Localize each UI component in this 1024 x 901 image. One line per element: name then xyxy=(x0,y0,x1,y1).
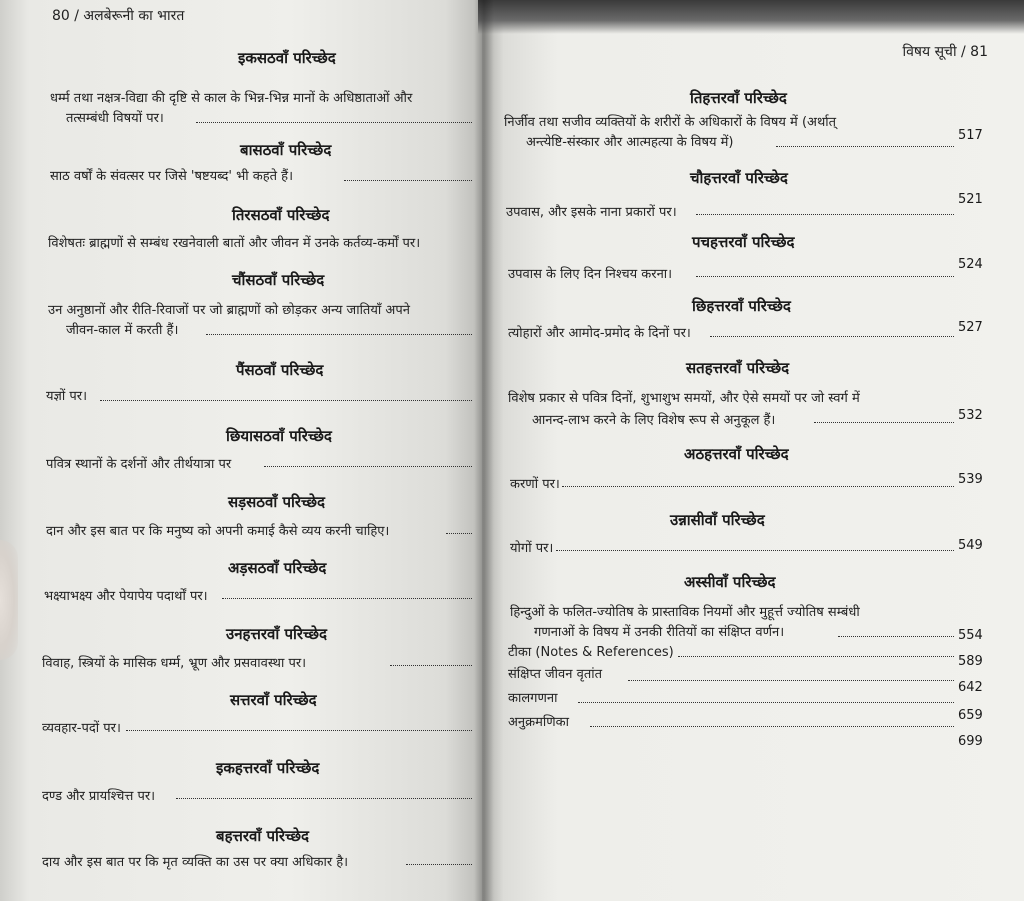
left-running-head: 80 / अलबेरूनी का भारत xyxy=(52,8,185,24)
dot-leader xyxy=(100,400,472,401)
section-title: चौहत्तरवाँ परिच्छेद xyxy=(690,169,788,187)
dot-leader xyxy=(838,636,954,637)
section-title: पैंसठवाँ परिच्छेद xyxy=(236,361,324,379)
section-title: इकहत्तरवाँ परिच्छेद xyxy=(216,759,320,777)
section-title: अठहत्तरवाँ परिच्छेद xyxy=(684,445,789,463)
dot-leader xyxy=(628,680,954,681)
section-title: अड़सठवाँ परिच्छेद xyxy=(228,559,327,577)
dot-leader xyxy=(696,276,954,277)
dot-leader xyxy=(678,656,954,657)
dot-leader xyxy=(176,798,472,799)
entry-line: हिन्दुओं के फलित-ज्योतिष के प्रास्ताविक नियमों और मुहूर्त्त ज्योतिष सम्बंधी xyxy=(510,605,860,620)
entry-line: गणनाओं के विषय में उनकी रीतियों का संक्षिप्त वर्णन। xyxy=(534,625,785,640)
entry-line: जीवन-काल में करती हैं। xyxy=(66,323,179,338)
entry-line: त्योहारों और आमोद-प्रमोद के दिनों पर। xyxy=(508,326,691,341)
dot-leader xyxy=(590,726,954,727)
page-number: 642 xyxy=(958,680,983,695)
appendix-item-biography: संक्षिप्त जीवन वृतांत xyxy=(508,667,603,682)
entry-line: भक्ष्याभक्ष्य और पेयापेय पदार्थों पर। xyxy=(44,589,208,604)
page-number: 554 xyxy=(958,628,983,643)
entry-line: योगों पर। xyxy=(510,541,554,556)
dot-leader xyxy=(344,180,472,181)
section-title: उन्नासीवाँ परिच्छेद xyxy=(670,511,765,529)
entry-line: दान और इस बात पर कि मनुष्य को अपनी कमाई कैसे व्यय करनी चाहिए। xyxy=(46,524,390,539)
entry-line: दण्ड और प्रायश्चित्त पर। xyxy=(42,789,156,804)
dot-leader xyxy=(710,336,954,337)
section-title: अस्सीवाँ परिच्छेद xyxy=(684,573,776,591)
background-shadow xyxy=(478,0,1024,34)
page-number: 539 xyxy=(958,472,983,487)
entry-line: यज्ञों पर। xyxy=(46,389,88,404)
entry-line: विशेष प्रकार से पवित्र दिनों, शुभाशुभ समयों, और ऐसे समयों पर जो स्वर्ग में xyxy=(508,391,860,406)
left-page xyxy=(0,0,484,901)
entry-line: करणों पर। xyxy=(510,477,560,492)
section-title: बहत्तरवाँ परिच्छेद xyxy=(216,827,310,845)
entry-line: विशेषतः ब्राह्मणों से सम्बंध रखनेवाली बातों और जीवन में उनके कर्तव्य-कर्मों पर। xyxy=(48,236,421,251)
dot-leader xyxy=(222,598,472,599)
section-title: सड़सठवाँ परिच्छेद xyxy=(228,493,326,511)
dot-leader xyxy=(196,122,472,123)
dot-leader xyxy=(776,146,954,147)
dot-leader xyxy=(556,550,954,551)
section-title: तिहत्तरवाँ परिच्छेद xyxy=(690,89,787,107)
dot-leader xyxy=(264,466,472,467)
dot-leader xyxy=(390,665,472,666)
section-title: छिहत्तरवाँ परिच्छेद xyxy=(692,297,791,315)
page-number: 659 xyxy=(958,708,983,723)
entry-line: विवाह, स्त्रियों के मासिक धर्म्म, भ्रूण और प्रसवावस्था पर। xyxy=(42,656,307,671)
appendix-item-notes: टीका (Notes & References) xyxy=(508,645,674,660)
entry-line: उपवास के लिए दिन निश्चय करना। xyxy=(508,267,673,282)
entry-line: अन्त्येष्टि-संस्कार और आत्महत्या के विषय में) xyxy=(526,135,734,150)
dot-leader xyxy=(446,533,472,534)
section-title: सतहत्तरवाँ परिच्छेद xyxy=(686,359,790,377)
dot-leader xyxy=(578,702,954,703)
dot-leader xyxy=(562,486,954,487)
dot-leader xyxy=(406,864,472,865)
page-number: 521 xyxy=(958,192,983,207)
section-title: छियासठवाँ परिच्छेद xyxy=(226,427,332,445)
section-title: बासठवाँ परिच्छेद xyxy=(240,141,332,159)
book-gutter xyxy=(474,0,494,901)
entry-line: व्यवहार-पदों पर। xyxy=(42,721,121,736)
section-title: सत्तरवाँ परिच्छेद xyxy=(230,691,317,709)
page-number: 699 xyxy=(958,734,983,749)
entry-line: धर्म्म तथा नक्षत्र-विद्या की दृष्टि से काल के भिन्न-भिन्न मानों के अधिष्ठाताओं और xyxy=(50,91,413,106)
page-number: 589 xyxy=(958,654,983,669)
page-number: 517 xyxy=(958,128,983,143)
page-number: 549 xyxy=(958,538,983,553)
page-number: 532 xyxy=(958,408,983,423)
section-title: इकसठवाँ परिच्छेद xyxy=(238,49,336,67)
entry-line: साठ वर्षों के संवत्सर पर जिसे 'षष्टयब्द' भी कहते हैं। xyxy=(50,169,293,184)
dot-leader xyxy=(814,422,954,423)
entry-line: निर्जीव तथा सजीव व्यक्तियों के शरीरों के अधिकारों के विषय में (अर्थात् xyxy=(504,115,837,130)
dot-leader xyxy=(126,730,472,731)
entry-line: उपवास, और इसके नाना प्रकारों पर। xyxy=(506,205,677,220)
dot-leader xyxy=(696,214,954,215)
entry-line: आनन्द-लाभ करने के लिए विशेष रूप से अनुकूल हैं। xyxy=(532,413,776,428)
entry-line: तत्सम्बंधी विषयों पर। xyxy=(66,111,164,126)
dot-leader xyxy=(206,334,472,335)
right-page xyxy=(482,0,1024,901)
appendix-item-chronology: कालगणना xyxy=(508,691,558,706)
right-running-head: विषय सूची / 81 xyxy=(902,44,988,60)
section-title: चौंसठवाँ परिच्छेद xyxy=(232,271,325,289)
appendix-item-index: अनुक्रमणिका xyxy=(508,715,570,730)
entry-line: पवित्र स्थानों के दर्शनों और तीर्थयात्रा पर xyxy=(46,457,232,472)
section-title: उनहत्तरवाँ परिच्छेद xyxy=(226,625,327,643)
page-number: 524 xyxy=(958,257,983,272)
section-title: तिरसठवाँ परिच्छेद xyxy=(232,206,330,224)
entry-line: उन अनुष्ठानों और रीति-रिवाजों पर जो ब्राह्मणों को छोड़कर अन्य जातियाँ अपने xyxy=(48,303,410,318)
entry-line: दाय और इस बात पर कि मृत व्यक्ति का उस पर क्या अधिकार है। xyxy=(42,855,349,870)
page-number: 527 xyxy=(958,320,983,335)
section-title: पचहत्तरवाँ परिच्छेद xyxy=(692,233,795,251)
thumb xyxy=(0,540,18,660)
